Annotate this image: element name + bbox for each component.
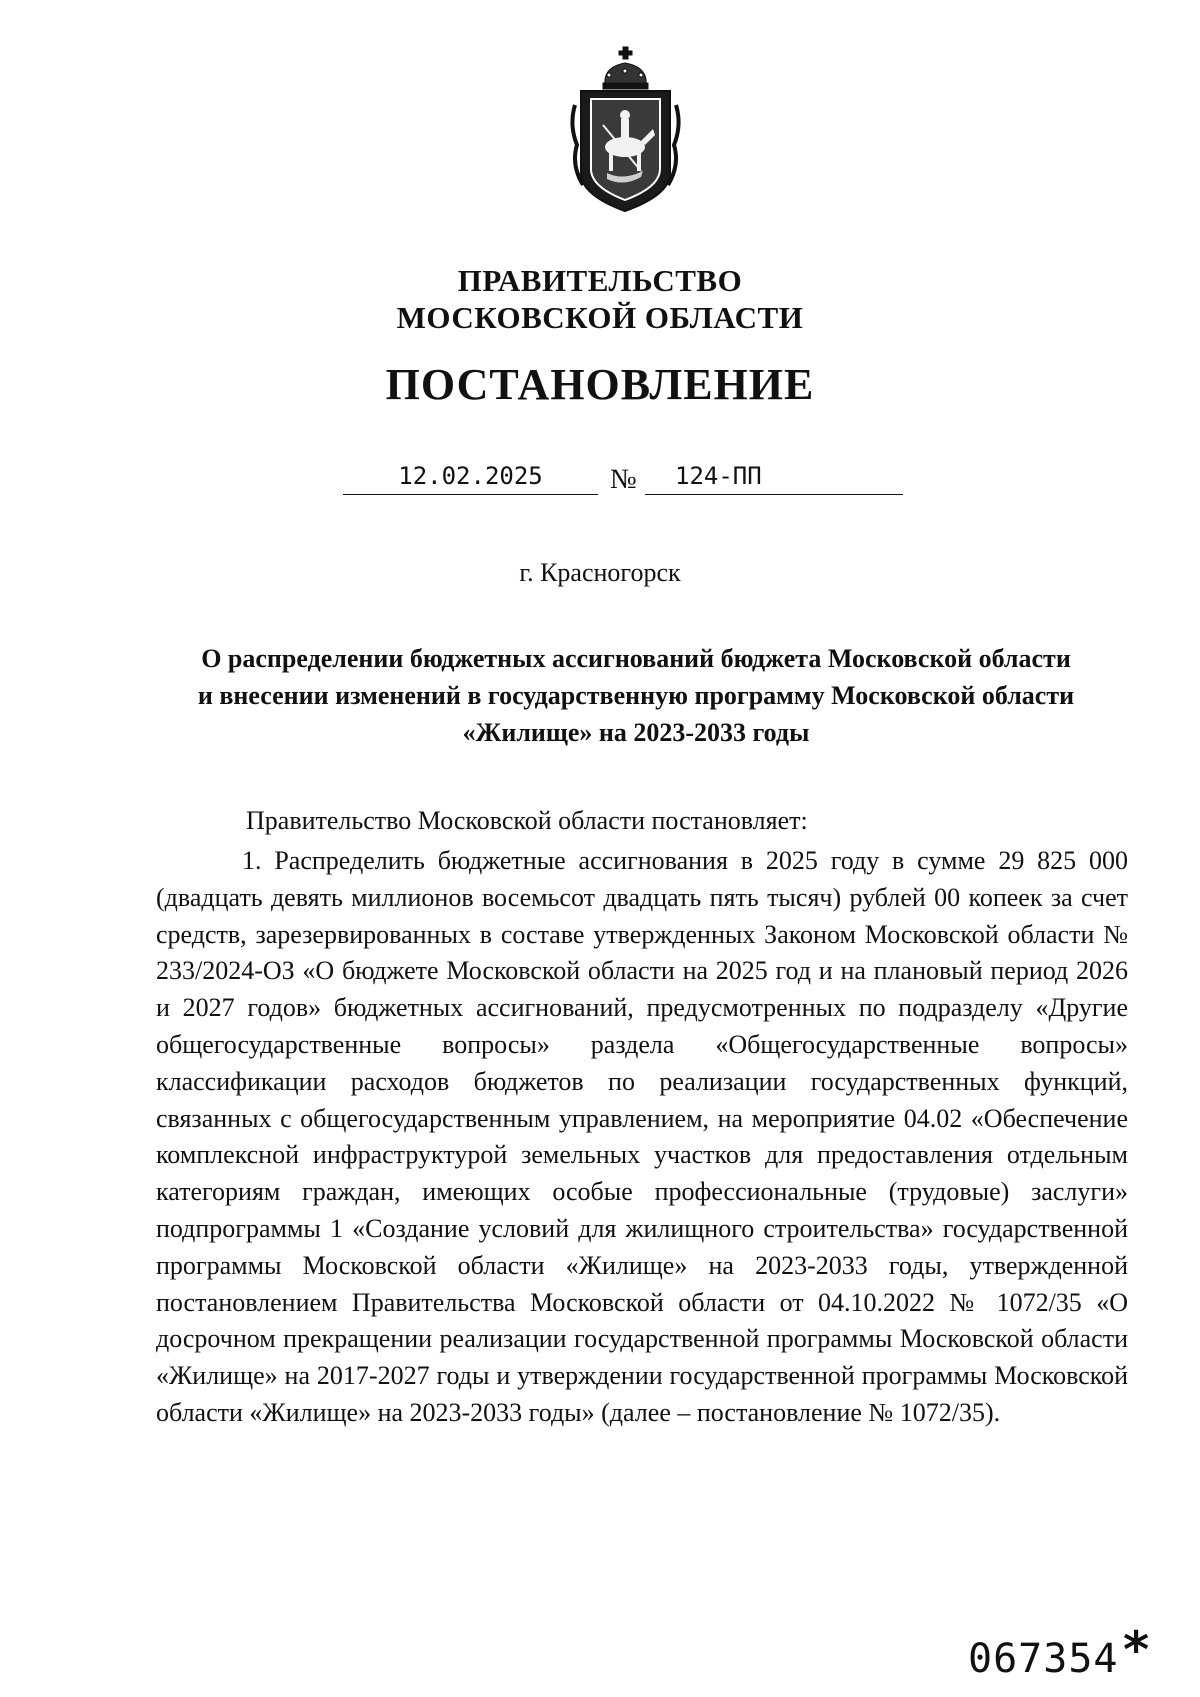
form-serial-number: 067354: [968, 1636, 1119, 1682]
date-number-row: [0, 458, 1200, 498]
gov-line-2: МОСКОВСКОЙ ОБЛАСТИ: [396, 300, 804, 335]
issue-city: г. Красногорск: [519, 558, 681, 587]
paragraph-1: 1. Распределить бюджетные ассигнования в 2025 году в сумме 29 825 000 (двадцать девять миллионов восемьсот двадцать пять тысяч) рублей 00 копеек за счет средств, зарезервированных в составе утвержденных Законом Московской области № 233/2024-ОЗ «О бюджете Московской области на 2025 год и на плановый период 2026 и 2027 годов» бюджетных ассигнований, предусмотренных по подразделу «Другие общегосударственные вопросы» раздела «Общегосударственные вопросы» классификации расходов бюджетов по реализации государственных функций, связанных с общегосударственным управлением, на мероприятие 04.02 «Обеспечение комплексной инфраструктурой земельных участков для предоставления отдельным категориям граждан, имеющих особые профессиональные (трудовые) заслуги» подпрограммы 1 «Создание условий для жилищного строительства» государственной программы Московской области «Жилище» на 2023-2033 годы, утвержденной постановлением Правительства Московской области от 04.10.2022 № 1072/35 «О досрочном прекращении реализации государственной программы Московской области «Жилище» на 2017-2027 годы и утверждении государственной программы Московской области «Жилище» на 2023-2033 годы» (далее – постановление № 1072/35).: [156, 846, 1128, 1427]
document-type-title: ПОСТАНОВЛЕНИЕ: [385, 360, 815, 409]
subject-line-1: О распределении бюджетных ассигнований бюджета Московской области: [201, 644, 1071, 673]
document-number: 124-ПП: [645, 458, 903, 495]
subject-line-3: «Жилище» на 2023-2033 годы: [462, 718, 810, 747]
government-name: [0, 262, 1200, 336]
subject-line-2: и внесении изменений в государственную программу Московской области: [197, 681, 1075, 710]
crown-icon: [603, 47, 648, 89]
number-sign: №: [610, 464, 637, 495]
document-subject: [150, 640, 1122, 751]
asterisk-mark: *: [1123, 1621, 1150, 1679]
document-date: 12.02.2025: [343, 458, 598, 495]
decree-lead: Правительство Московской области постановляет:: [246, 806, 808, 835]
moscow-oblast-coat-of-arms-icon: [563, 45, 688, 215]
gov-line-1: ПРАВИТЕЛЬСТВО: [457, 263, 743, 298]
